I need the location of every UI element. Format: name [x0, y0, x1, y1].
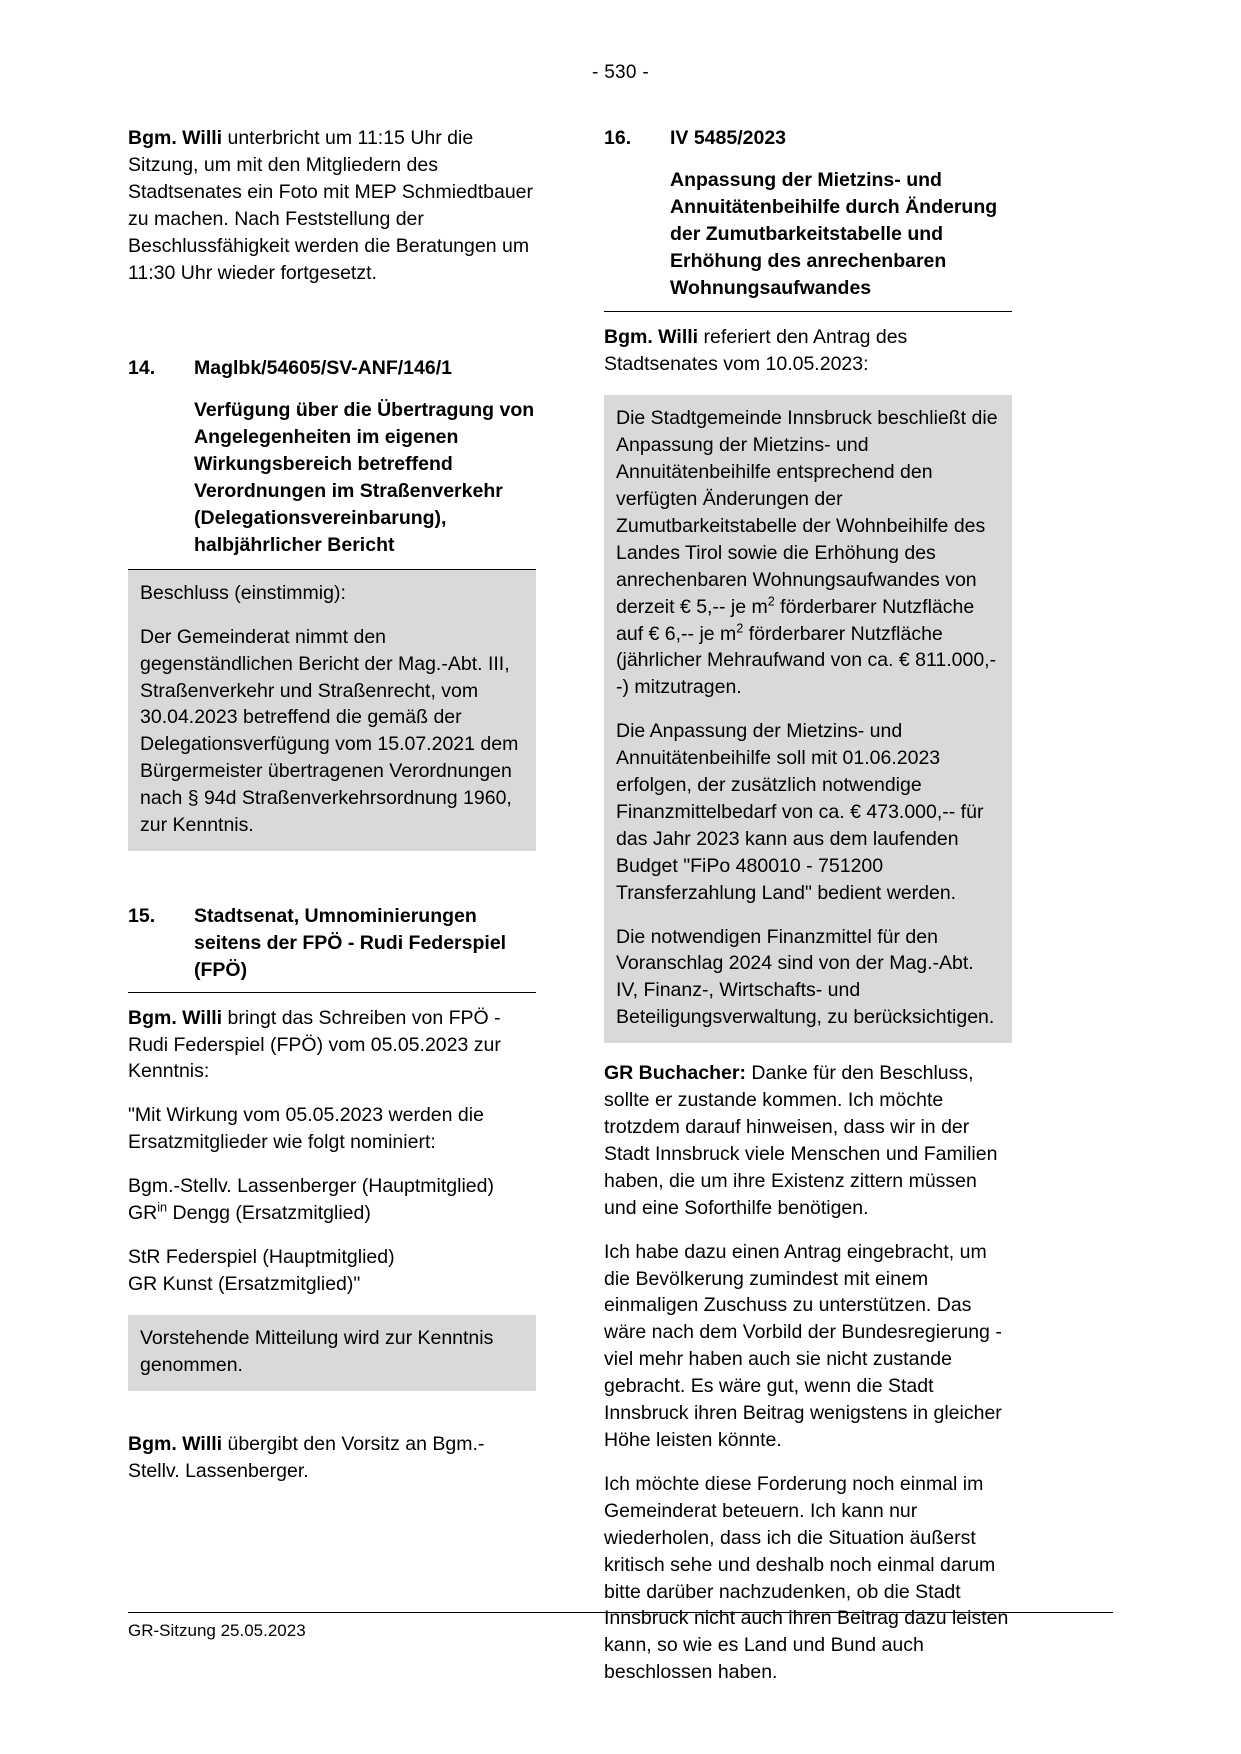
agenda-item-14-reference: Maglbk/54605/SV-ANF/146/1: [194, 357, 452, 380]
motion-p1-part-a: Die Stadtgemeinde Innsbruck beschließt die Anpassung der Mietzins- und Annuitätenbeihilfe entsprechend den verfügten Änderungen der Zumutbarkeitstabelle der Wohnbeihilfe des Landes Tirol sowie die Erhöhung des anrechenbaren Wohnungsaufwandes von derzeit € 5,-- je m: [616, 407, 998, 618]
resolution-text: Der Gemeinderat nimmt den gegenständlichen Bericht der Mag.-Abt. III, Straßenverkehr und Straßenrecht, vom 30.04.2023 betreffend die gemäß der Delegationsverfügung vom 15.07.2021 dem Bürgermeister übertragenen Verordnungen nach § 94d Straßenverkehrsordnung 1960, zur Kenntnis.: [140, 625, 519, 837]
agenda-item-14-resolution-box: [128, 570, 536, 851]
motion-p1-part-c: förderbarer Nutzfläche (jährlicher Mehraufwand von ca. € 811.000,--) mitzutragen.: [616, 622, 997, 699]
agenda-item-14: [128, 355, 536, 382]
item15-note-text: Vorstehende Mitteilung wird zur Kenntnis genommen.: [140, 1326, 494, 1376]
item15-note-box: [128, 1315, 536, 1391]
intro-paragraph: [128, 125, 536, 286]
agenda-item-16-reference: IV 5485/2023: [670, 127, 787, 149]
agenda-item-14-title: Verfügung über die Übertragung von Angelegenheiten im eigenen Wirkungsbereich betreffend Verordnungen im Straßenverkehr (Delegationsvereinbarung), halbjährlicher Bericht: [194, 399, 535, 556]
item16-speaker-paragraph: [604, 324, 1012, 378]
speech-paragraph-1-text: Danke für den Beschluss, sollte er zustande kommen. Ich möchte trotzdem darauf hinweisen, dass wir in der Stadt Innsbruck viele Menschen und Familien haben, die um ihre Existenz zittern müssen und eine Soforthilfe benötigen.: [604, 1062, 998, 1219]
agenda-item-15-number: 15.: [128, 904, 156, 927]
agenda-item-15-title: Stadtsenat, Umnominierungen seitens der FPÖ - Rudi Federspiel (FPÖ): [194, 904, 507, 981]
agenda-item-16: [604, 125, 1012, 152]
item15-nominations-2: [128, 1244, 536, 1298]
speech-paragraph-3: Ich möchte diese Forderung noch einmal im Gemeinderat beteuern. Ich kann nur wiederholen, dass ich die Situation äußerst kritisch sehe und deshalb noch einmal darum bitte darüber nachzudenken, ob die Stadt Innsbruck nicht auch ihren Beitrag dazu leisten kann, so wie es Land und Bund auch beschlossen haben.: [604, 1472, 1009, 1684]
two-column-body: [128, 125, 1113, 1686]
item16-motion-paragraph-3: Die notwendigen Finanzmittel für den Voranschlag 2024 sind von der Mag.-Abt. IV, Finanz-, Wirtschafts- und Beteiligungsverwaltung, zu berücksichtigen.: [616, 925, 995, 1029]
speaker-name: Bgm. Willi: [128, 1006, 223, 1029]
item15-speaker-text: bringt das Schreiben von FPÖ - Rudi Federspiel (FPÖ) vom 05.05.2023 zur Kenntnis:: [128, 1006, 501, 1083]
resolution-label: Beschluss (einstimmig):: [140, 581, 346, 604]
speech-paragraph-2: Ich habe dazu einen Antrag eingebracht, um die Bevölkerung zumindest mit einem einmaligen Zuschuss zu unterstützen. Das wäre nach dem Vorbild der Bundesregierung - viel mehr haben auch sie nicht zustande gebracht. Es wäre gut, wenn die Stadt Innsbruck ihren Beitrag wenigstens in gleicher Höhe leisten könnte.: [604, 1240, 1002, 1451]
item15-closing-paragraph: [128, 1431, 536, 1485]
speaker-name: Bgm. Willi: [128, 127, 223, 149]
motion-p1-superscript-1: 2: [767, 594, 775, 609]
item16-speaker-text: referiert den Antrag des Stadtsenates vom 10.05.2023:: [604, 326, 908, 376]
item16-motion-box: [604, 395, 1012, 1043]
item16-motion-paragraph-1: [616, 405, 1000, 701]
motion-p1-superscript-2: 2: [736, 621, 744, 635]
nomination-line-4: GR Kunst (Ersatzmitglied)": [128, 1272, 361, 1295]
speech-paragraph-1: [604, 1060, 1012, 1221]
agenda-item-16-number: 16.: [604, 127, 632, 149]
agenda-item-14-number: 14.: [128, 357, 156, 380]
page-number: - 530 -: [591, 62, 649, 83]
speaker-name: GR Buchacher:: [604, 1062, 746, 1085]
spacer: [128, 303, 536, 329]
intro-paragraph-text: unterbricht um 11:15 Uhr die Sitzung, um mit den Mitgliedern des Stadtsenates ein Foto mit MEP Schmiedtbauer zu machen. Nach Feststellung der Beschlussfähigkeit werden die Beratungen um 11:30 Uhr wieder fortgesetzt.: [128, 127, 534, 284]
spacer: [128, 1391, 536, 1431]
spacer: [128, 851, 536, 877]
footer-divider: [128, 1612, 1113, 1613]
nomination-line-2-superscript: in: [157, 1200, 168, 1215]
right-column: [604, 125, 1012, 1686]
agenda-item-15: [128, 903, 536, 984]
nomination-line-3: StR Federspiel (Hauptmitglied): [128, 1246, 395, 1268]
left-column: [128, 125, 536, 1686]
item15-speaker-paragraph: [128, 1005, 536, 1086]
speaker-name: Bgm. Willi: [604, 326, 699, 349]
item15-nominations-1: [128, 1173, 536, 1227]
agenda-item-16-title: Anpassung der Mietzins- und Annuitätenbeihilfe durch Änderung der Zumutbarkeitstabelle und Erhöhung des anrechenbaren Wohnungsaufwandes: [670, 168, 998, 299]
motion-p1-part-b: förderbarer Nutzfläche auf € 6,-- je m: [616, 595, 975, 645]
item16-motion-paragraph-2: Die Anpassung der Mietzins- und Annuitätenbeihilfe soll mit 01.06.2023 erfolgen, der zusätzlich notwendige Finanzmittelbedarf von ca. € 473.000,-- für das Jahr 2023 kann aus dem laufenden Budget "FiPo 480010 - 751200 Transferzahlung Land" bedient werden.: [616, 720, 984, 904]
item15-closing-text: übergibt den Vorsitz an Bgm.-Stellv. Lassenberger.: [128, 1432, 485, 1482]
nomination-line-2-suffix: Dengg (Ersatzmitglied): [167, 1202, 371, 1225]
nomination-line-1: Bgm.-Stellv. Lassenberger (Hauptmitglied): [128, 1175, 494, 1198]
nomination-line-2-prefix: GR: [128, 1202, 158, 1225]
footer-text: GR-Sitzung 25.05.2023: [128, 1621, 306, 1640]
item15-quote-intro: "Mit Wirkung vom 05.05.2023 werden die Ersatzmitglieder wie folgt nominiert:: [128, 1104, 484, 1154]
page-footer: [128, 1612, 1113, 1641]
speaker-name: Bgm. Willi: [128, 1432, 223, 1455]
